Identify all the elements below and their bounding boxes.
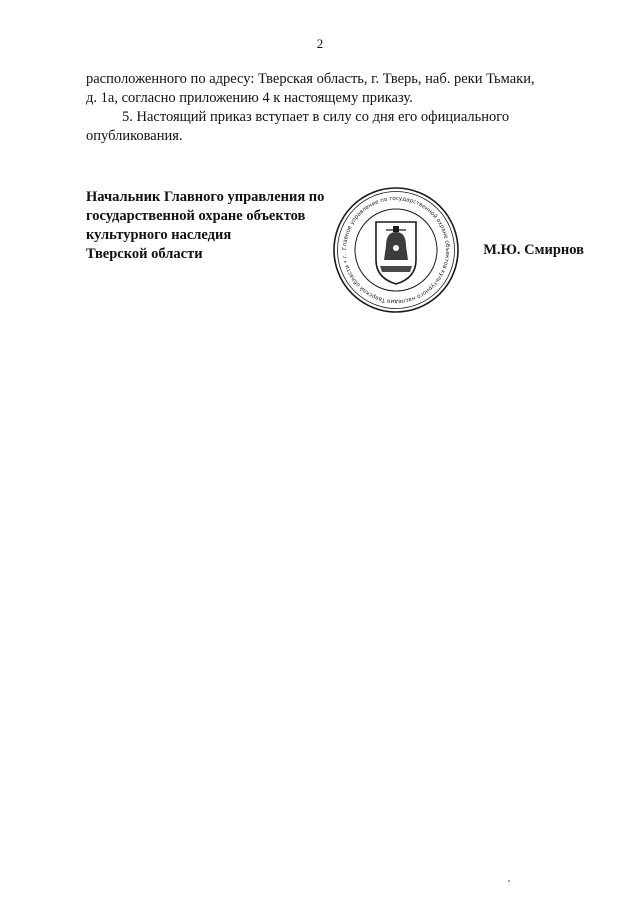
paragraph-continued-line-2: д. 1а, согласно приложению 4 к настоящему приказу. xyxy=(86,90,413,106)
signatory-title-line: государственной охране объектов xyxy=(86,208,306,224)
paragraph-5-line-1: 5. Настоящий приказ вступает в силу со дня его официального xyxy=(122,109,510,125)
document-body xyxy=(86,70,584,146)
paragraph-5-line-2: опубликования. xyxy=(86,128,183,144)
signatory-title-line: культурного наследия xyxy=(86,227,232,243)
signatory-title-line: Начальник Главного управления по xyxy=(86,189,325,205)
official-seal xyxy=(332,186,460,314)
scan-speck xyxy=(508,880,510,882)
signatory-title-line: Тверской области xyxy=(86,246,203,262)
signatory-title xyxy=(86,188,346,264)
page-number: 2 xyxy=(316,36,324,51)
seal-ring-text: Главное управление по государственной охране объектов культурного наследия Тверской области • г. xyxy=(341,195,451,305)
paragraph-continued-line-1: расположенного по адресу: Тверская область, г. Тверь, наб. реки Тьмаки, xyxy=(86,71,535,87)
signer-name: М.Ю. Смирнов xyxy=(483,242,584,258)
coat-of-arms-icon xyxy=(376,222,416,284)
